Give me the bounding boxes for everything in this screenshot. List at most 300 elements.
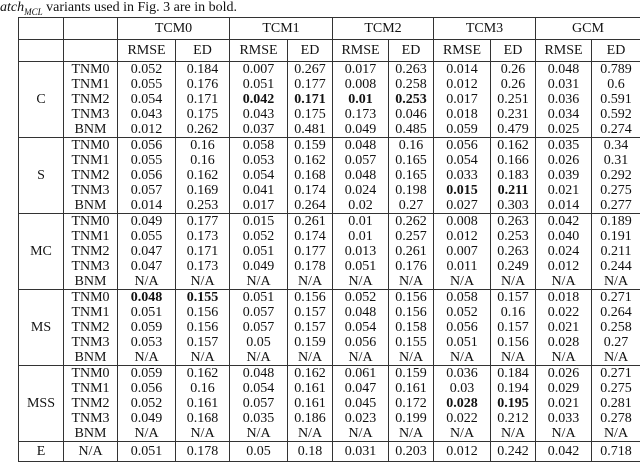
- table-row: [19, 426, 640, 442]
- table-cell: 0.27: [592, 335, 640, 350]
- table-cell: 0.051: [434, 335, 491, 350]
- table-cell: 0.18: [288, 442, 333, 462]
- table-cell: 0.184: [491, 366, 536, 382]
- table-cell: 0.261: [389, 244, 434, 259]
- table-cell: 0.244: [592, 259, 640, 274]
- table-cell: 0.159: [288, 138, 333, 154]
- table-cell: 0.271: [592, 366, 640, 382]
- table-cell: 0.056: [434, 138, 491, 154]
- table-cell: 0.174: [288, 229, 333, 244]
- table-cell: 0.041: [230, 183, 288, 198]
- table-cell: 0.194: [491, 381, 536, 396]
- table-row-e: [19, 442, 640, 462]
- table-cell: 0.16: [176, 381, 230, 396]
- table-row: [19, 122, 640, 138]
- table-row: [19, 153, 640, 168]
- table-cell: N/A: [536, 350, 592, 366]
- table-cell: 0.055: [118, 77, 176, 92]
- header-metric: ED: [389, 40, 434, 62]
- table-cell: 0.31: [592, 153, 640, 168]
- table-cell: 0.057: [230, 396, 288, 411]
- table-cell: 0.189: [592, 214, 640, 230]
- table-cell: 0.173: [333, 107, 389, 122]
- table-row: [19, 305, 640, 320]
- table-cell: 0.033: [434, 168, 491, 183]
- table-cell: 0.029: [536, 381, 592, 396]
- table-cell: N/A: [389, 350, 434, 366]
- table-cell: 0.051: [333, 259, 389, 274]
- header-metric: RMSE: [333, 40, 389, 62]
- header-row-models: [19, 18, 640, 40]
- row-name: TNM1: [64, 153, 118, 168]
- table-cell: 0.161: [176, 396, 230, 411]
- group-label: C: [19, 62, 64, 138]
- row-name: TNM3: [64, 107, 118, 122]
- table-cell: 0.012: [434, 442, 491, 462]
- table-cell: 0.278: [592, 411, 640, 426]
- table-row: [19, 214, 640, 230]
- table-cell: 0.162: [288, 153, 333, 168]
- table-cell: 0.231: [491, 107, 536, 122]
- table-cell: 0.178: [288, 259, 333, 274]
- table-cell: 0.053: [230, 153, 288, 168]
- table-cell: 0.014: [434, 62, 491, 78]
- table-cell: 0.059: [118, 366, 176, 382]
- table-cell: 0.161: [288, 396, 333, 411]
- row-name: BNM: [64, 274, 118, 290]
- table-cell: N/A: [333, 350, 389, 366]
- table-cell: N/A: [118, 426, 176, 442]
- table-row: [19, 274, 640, 290]
- row-name: N/A: [64, 442, 118, 462]
- table-cell: 0.047: [333, 381, 389, 396]
- table-cell: 0.157: [288, 320, 333, 335]
- table-cell: 0.047: [118, 259, 176, 274]
- table-cell: 0.303: [491, 198, 536, 214]
- table-cell: 0.274: [592, 122, 640, 138]
- caption-math-base: atch: [0, 0, 24, 15]
- table-cell: 0.264: [592, 305, 640, 320]
- table-cell: N/A: [176, 350, 230, 366]
- table-row: [19, 107, 640, 122]
- table-cell: 0.203: [389, 442, 434, 462]
- table-cell: 0.059: [434, 122, 491, 138]
- row-name: TNM2: [64, 320, 118, 335]
- row-name: TNM0: [64, 138, 118, 154]
- table-cell: 0.031: [536, 77, 592, 92]
- table-cell: 0.171: [176, 244, 230, 259]
- table-cell: 0.249: [491, 259, 536, 274]
- header-group-tcm2: TCM2: [333, 18, 434, 40]
- table-cell: 0.161: [389, 381, 434, 396]
- table-cell: 0.021: [536, 320, 592, 335]
- table-cell: 0.162: [176, 366, 230, 382]
- table-cell: 0.007: [434, 244, 491, 259]
- table-cell: 0.056: [118, 168, 176, 183]
- table-cell: 0.211: [491, 183, 536, 198]
- table-cell: 0.263: [389, 62, 434, 78]
- table-row: [19, 183, 640, 198]
- table-cell: 0.007: [230, 62, 288, 78]
- table-cell: 0.156: [176, 320, 230, 335]
- table-cell: 0.258: [389, 77, 434, 92]
- table-cell: N/A: [389, 426, 434, 442]
- table-cell: 0.481: [288, 122, 333, 138]
- table-cell: 0.177: [288, 77, 333, 92]
- table-row: [19, 320, 640, 335]
- table-cell: 0.162: [288, 366, 333, 382]
- table-cell: 0.040: [536, 229, 592, 244]
- row-name: TNM0: [64, 214, 118, 230]
- table-cell: 0.166: [491, 153, 536, 168]
- header-group-gcm: GCM: [536, 18, 640, 40]
- table-cell: 0.275: [592, 183, 640, 198]
- table-cell: 0.053: [118, 335, 176, 350]
- table-cell: 0.191: [592, 229, 640, 244]
- table-cell: N/A: [230, 350, 288, 366]
- table-cell: 0.056: [118, 138, 176, 154]
- table-cell: 0.057: [230, 320, 288, 335]
- table-cell: 0.176: [389, 259, 434, 274]
- table-cell: 0.056: [118, 381, 176, 396]
- table-cell: N/A: [434, 426, 491, 442]
- table-cell: N/A: [491, 426, 536, 442]
- table-cell: 0.023: [333, 411, 389, 426]
- row-name: TNM0: [64, 62, 118, 78]
- table-cell: 0.057: [230, 305, 288, 320]
- table-cell: 0.036: [536, 92, 592, 107]
- row-name: TNM0: [64, 366, 118, 382]
- row-name: TNM1: [64, 77, 118, 92]
- table-row: [19, 62, 640, 78]
- table-cell: 0.051: [230, 290, 288, 306]
- table-cell: N/A: [389, 274, 434, 290]
- table-cell: 0.253: [176, 198, 230, 214]
- row-name: TNM1: [64, 305, 118, 320]
- table-cell: N/A: [536, 426, 592, 442]
- table-cell: 0.031: [333, 442, 389, 462]
- table-cell: 0.021: [536, 183, 592, 198]
- table-cell: 0.03: [434, 381, 491, 396]
- table-cell: 0.052: [118, 62, 176, 78]
- table-row: [19, 411, 640, 426]
- table-cell: 0.036: [434, 366, 491, 382]
- header-group-tcm1: TCM1: [230, 18, 333, 40]
- table-cell: 0.257: [389, 229, 434, 244]
- table-cell: 0.018: [434, 107, 491, 122]
- table-cell: 0.056: [434, 320, 491, 335]
- table-cell: N/A: [434, 274, 491, 290]
- row-name: TNM1: [64, 229, 118, 244]
- table-cell: 0.051: [118, 305, 176, 320]
- table-cell: 0.058: [434, 290, 491, 306]
- table-cell: N/A: [592, 274, 640, 290]
- table-cell: 0.049: [230, 259, 288, 274]
- table-cell: 0.024: [333, 183, 389, 198]
- table-cell: 0.046: [389, 107, 434, 122]
- table-cell: 0.253: [491, 229, 536, 244]
- table-cell: 0.263: [491, 244, 536, 259]
- table-cell: N/A: [434, 350, 491, 366]
- table-cell: 0.012: [118, 122, 176, 138]
- table-row: [19, 335, 640, 350]
- table-cell: N/A: [288, 426, 333, 442]
- table-cell: 0.057: [118, 183, 176, 198]
- table-row: [19, 138, 640, 154]
- table-cell: 0.479: [491, 122, 536, 138]
- table-cell: 0.035: [230, 411, 288, 426]
- table-cell: 0.049: [118, 214, 176, 230]
- table-cell: 0.054: [434, 153, 491, 168]
- table-cell: 0.718: [592, 442, 640, 462]
- header-metric: ED: [592, 40, 640, 62]
- table-row: [19, 366, 640, 382]
- table-cell: 0.043: [230, 107, 288, 122]
- table-cell: 0.028: [434, 396, 491, 411]
- table-row: [19, 290, 640, 306]
- table-cell: 0.258: [592, 320, 640, 335]
- table-cell: 0.16: [491, 305, 536, 320]
- table-cell: 0.172: [389, 396, 434, 411]
- table-cell: 0.01: [333, 214, 389, 230]
- table-cell: 0.047: [118, 244, 176, 259]
- table-cell: 0.054: [230, 381, 288, 396]
- row-name: TNM3: [64, 411, 118, 426]
- table-cell: 0.275: [592, 381, 640, 396]
- table-cell: 0.162: [176, 168, 230, 183]
- table-cell: 0.015: [434, 183, 491, 198]
- row-name: TNM0: [64, 290, 118, 306]
- header-empty: [64, 40, 118, 62]
- table-row: [19, 350, 640, 366]
- table-cell: 0.051: [118, 442, 176, 462]
- group-label: MS: [19, 290, 64, 366]
- table-cell: 0.01: [333, 92, 389, 107]
- table-cell: 0.173: [176, 259, 230, 274]
- table-cell: 0.017: [333, 62, 389, 78]
- header-metric: RMSE: [118, 40, 176, 62]
- table-cell: 0.195: [491, 396, 536, 411]
- group-label: MSS: [19, 366, 64, 442]
- header-metric: RMSE: [230, 40, 288, 62]
- row-name: TNM1: [64, 381, 118, 396]
- table-cell: 0.173: [176, 229, 230, 244]
- table-cell: 0.017: [230, 198, 288, 214]
- row-name: TNM3: [64, 259, 118, 274]
- table-cell: 0.057: [333, 153, 389, 168]
- table-cell: 0.174: [288, 183, 333, 198]
- table-row: [19, 77, 640, 92]
- table-cell: 0.159: [389, 366, 434, 382]
- row-name: TNM2: [64, 168, 118, 183]
- row-name: BNM: [64, 350, 118, 366]
- table-cell: 0.028: [536, 335, 592, 350]
- table-cell: 0.034: [536, 107, 592, 122]
- table-cell: 0.014: [118, 198, 176, 214]
- caption-text: variants used in Fig. 3 are in bold.: [43, 0, 237, 15]
- group-label: E: [19, 442, 64, 462]
- table-cell: N/A: [230, 274, 288, 290]
- table-cell: 0.052: [230, 229, 288, 244]
- table-cell: 0.165: [389, 153, 434, 168]
- group-label: MC: [19, 214, 64, 290]
- table-cell: 0.012: [434, 229, 491, 244]
- table-cell: 0.34: [592, 138, 640, 154]
- table-cell: 0.16: [176, 153, 230, 168]
- table-cell: 0.175: [288, 107, 333, 122]
- table-cell: 0.054: [333, 320, 389, 335]
- row-name: TNM3: [64, 335, 118, 350]
- table-cell: 0.171: [176, 92, 230, 107]
- table-cell: 0.176: [176, 77, 230, 92]
- row-name: BNM: [64, 198, 118, 214]
- table-cell: 0.165: [389, 168, 434, 183]
- table-cell: 0.27: [389, 198, 434, 214]
- table-cell: 0.789: [592, 62, 640, 78]
- table-cell: N/A: [592, 350, 640, 366]
- table-cell: N/A: [288, 350, 333, 366]
- header-metric: ED: [288, 40, 333, 62]
- caption-math: [0, 0, 43, 15]
- table-cell: N/A: [288, 274, 333, 290]
- table-cell: N/A: [592, 426, 640, 442]
- table-cell: 0.158: [389, 320, 434, 335]
- table-cell: 0.263: [491, 214, 536, 230]
- table-cell: 0.16: [176, 138, 230, 154]
- table-cell: 0.039: [536, 168, 592, 183]
- table-cell: 0.054: [118, 92, 176, 107]
- table-cell: 0.015: [230, 214, 288, 230]
- table-cell: 0.018: [536, 290, 592, 306]
- table-cell: 0.05: [230, 442, 288, 462]
- table-cell: N/A: [176, 274, 230, 290]
- table-cell: 0.042: [536, 214, 592, 230]
- table-cell: 0.017: [434, 92, 491, 107]
- table-cell: 0.168: [176, 411, 230, 426]
- table-cell: N/A: [333, 426, 389, 442]
- table-cell: 0.048: [333, 168, 389, 183]
- table-cell: 0.157: [491, 290, 536, 306]
- header-empty: [19, 18, 64, 40]
- table-cell: 0.024: [536, 244, 592, 259]
- table-cell: 0.055: [118, 153, 176, 168]
- table-cell: 0.026: [536, 153, 592, 168]
- header-group-tcm3: TCM3: [434, 18, 536, 40]
- table-cell: 0.012: [536, 259, 592, 274]
- table-cell: 0.16: [389, 138, 434, 154]
- table-cell: N/A: [491, 350, 536, 366]
- table-cell: 0.025: [536, 122, 592, 138]
- table-cell: 0.251: [491, 92, 536, 107]
- table-cell: 0.591: [592, 92, 640, 107]
- results-table: [18, 17, 640, 462]
- table-row: [19, 92, 640, 107]
- table-cell: 0.267: [288, 62, 333, 78]
- table-cell: 0.02: [333, 198, 389, 214]
- table-cell: 0.013: [333, 244, 389, 259]
- table-cell: 0.026: [536, 366, 592, 382]
- table-cell: 0.262: [389, 214, 434, 230]
- table-cell: 0.211: [592, 244, 640, 259]
- table-cell: N/A: [230, 426, 288, 442]
- table-row: [19, 396, 640, 411]
- row-name: BNM: [64, 426, 118, 442]
- table-cell: 0.035: [536, 138, 592, 154]
- table-cell: N/A: [333, 274, 389, 290]
- table-cell: 0.008: [434, 214, 491, 230]
- table-cell: 0.183: [491, 168, 536, 183]
- table-cell: N/A: [491, 274, 536, 290]
- header-metric: RMSE: [536, 40, 592, 62]
- table-cell: 0.161: [288, 381, 333, 396]
- table-cell: 0.271: [592, 290, 640, 306]
- table-cell: 0.199: [389, 411, 434, 426]
- table-cell: 0.045: [333, 396, 389, 411]
- table-cell: 0.156: [176, 305, 230, 320]
- table-row: [19, 259, 640, 274]
- table-cell: 0.485: [389, 122, 434, 138]
- table-cell: 0.186: [288, 411, 333, 426]
- table-cell: 0.177: [288, 244, 333, 259]
- table-cell: N/A: [118, 350, 176, 366]
- caption-math-sub: MCL: [24, 7, 43, 17]
- table-cell: 0.169: [176, 183, 230, 198]
- table-cell: 0.012: [434, 77, 491, 92]
- table-cell: 0.008: [333, 77, 389, 92]
- table-cell: 0.26: [491, 77, 536, 92]
- table-cell: 0.042: [230, 92, 288, 107]
- table-cell: 0.049: [333, 122, 389, 138]
- table-cell: 0.048: [333, 138, 389, 154]
- table-cell: 0.043: [118, 107, 176, 122]
- table-cell: 0.049: [118, 411, 176, 426]
- table-cell: 0.178: [176, 442, 230, 462]
- table-cell: 0.059: [118, 320, 176, 335]
- table-cell: N/A: [536, 274, 592, 290]
- table-cell: N/A: [176, 426, 230, 442]
- table-cell: 0.281: [592, 396, 640, 411]
- table-cell: 0.262: [176, 122, 230, 138]
- table-cell: 0.052: [333, 290, 389, 306]
- table-cell: 0.048: [230, 366, 288, 382]
- header-group-tcm0: TCM0: [118, 18, 230, 40]
- table-cell: 0.177: [176, 214, 230, 230]
- table-cell: 0.198: [389, 183, 434, 198]
- header-row-metrics: [19, 40, 640, 62]
- table-cell: 0.212: [491, 411, 536, 426]
- table-cell: 0.048: [536, 62, 592, 78]
- table-cell: 0.242: [491, 442, 536, 462]
- table-cell: 0.055: [118, 229, 176, 244]
- table-cell: 0.264: [288, 198, 333, 214]
- table-cell: 0.033: [536, 411, 592, 426]
- table-row: [19, 198, 640, 214]
- table-cell: 0.292: [592, 168, 640, 183]
- table-cell: 0.056: [333, 335, 389, 350]
- table-cell: N/A: [118, 274, 176, 290]
- table-cell: 0.05: [230, 335, 288, 350]
- row-name: TNM2: [64, 92, 118, 107]
- table-cell: 0.014: [536, 198, 592, 214]
- table-cell: 0.261: [288, 214, 333, 230]
- table-cell: 0.052: [434, 305, 491, 320]
- table-cell: 0.156: [491, 335, 536, 350]
- group-label: S: [19, 138, 64, 214]
- table-cell: 0.048: [118, 290, 176, 306]
- table-cell: 0.011: [434, 259, 491, 274]
- table-cell: 0.156: [389, 290, 434, 306]
- table-row: [19, 244, 640, 259]
